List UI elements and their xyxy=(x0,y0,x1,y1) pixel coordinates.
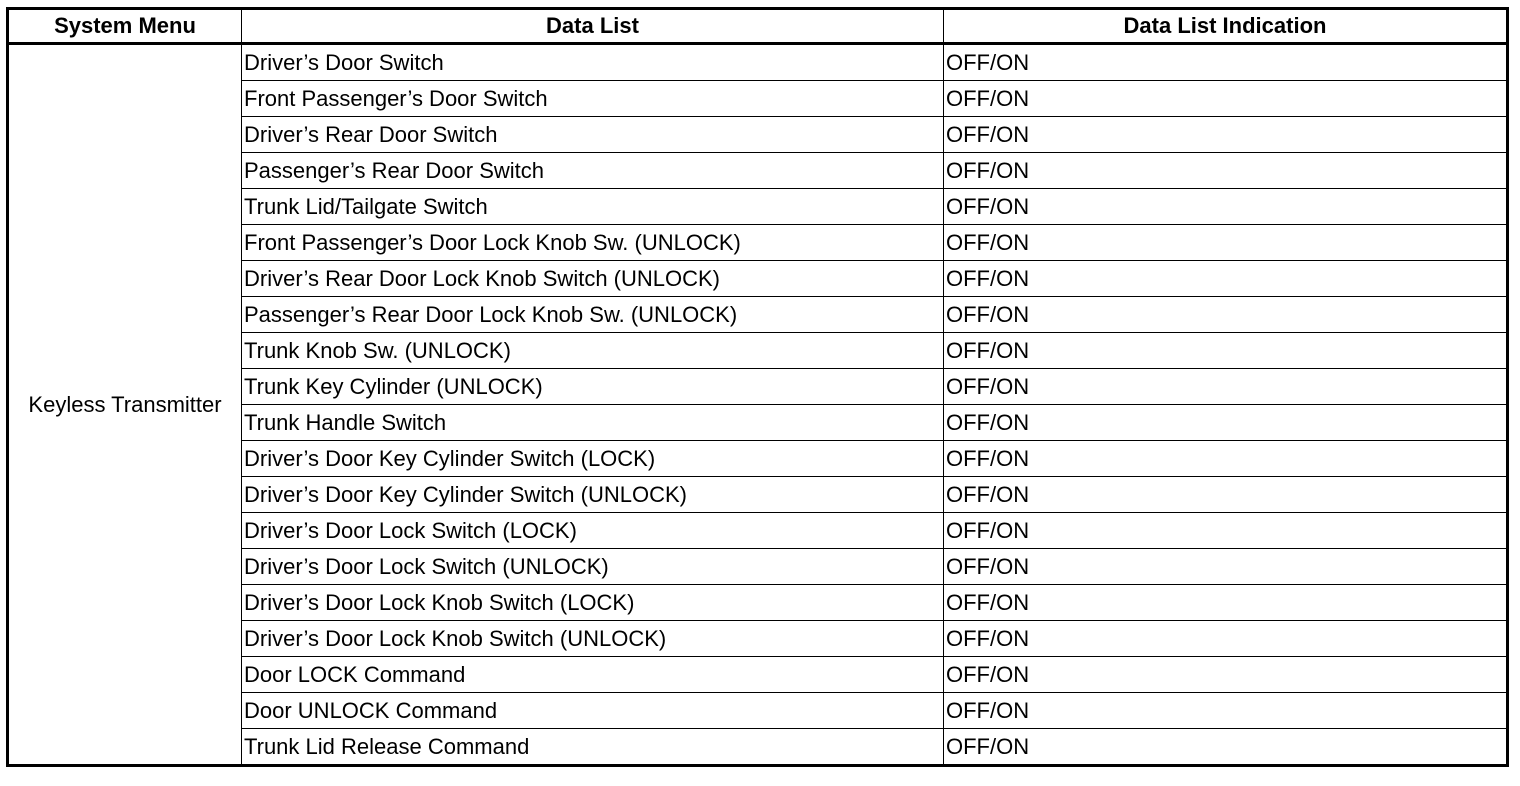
data-list-cell: Door UNLOCK Command xyxy=(242,693,944,729)
data-list-indication-cell: OFF/ON xyxy=(944,549,1508,585)
data-list-indication-cell: OFF/ON xyxy=(944,297,1508,333)
data-list-indication-cell: OFF/ON xyxy=(944,441,1508,477)
data-list-cell: Door LOCK Command xyxy=(242,657,944,693)
data-list-cell: Front Passenger’s Door Switch xyxy=(242,81,944,117)
data-list-indication-cell: OFF/ON xyxy=(944,477,1508,513)
header-system-menu: System Menu xyxy=(8,9,242,44)
data-list-cell: Trunk Lid Release Command xyxy=(242,729,944,766)
data-list-cell: Driver’s Door Lock Knob Switch (LOCK) xyxy=(242,585,944,621)
data-list-indication-cell: OFF/ON xyxy=(944,333,1508,369)
data-list-cell: Driver’s Door Key Cylinder Switch (UNLOCK) xyxy=(242,477,944,513)
data-list-indication-cell: OFF/ON xyxy=(944,153,1508,189)
data-list-cell: Trunk Handle Switch xyxy=(242,405,944,441)
data-list-cell: Trunk Lid/Tailgate Switch xyxy=(242,189,944,225)
data-list-cell: Driver’s Door Lock Knob Switch (UNLOCK) xyxy=(242,621,944,657)
data-list-indication-cell: OFF/ON xyxy=(944,225,1508,261)
data-list-indication-cell: OFF/ON xyxy=(944,81,1508,117)
header-data-list-indication: Data List Indication xyxy=(944,9,1508,44)
data-list-indication-cell: OFF/ON xyxy=(944,405,1508,441)
data-list-cell: Passenger’s Rear Door Lock Knob Sw. (UNLOCK) xyxy=(242,297,944,333)
data-list-indication-cell: OFF/ON xyxy=(944,513,1508,549)
data-list-indication-cell: OFF/ON xyxy=(944,44,1508,81)
data-list-cell: Trunk Knob Sw. (UNLOCK) xyxy=(242,333,944,369)
data-list-indication-cell: OFF/ON xyxy=(944,585,1508,621)
data-list-indication-cell: OFF/ON xyxy=(944,261,1508,297)
data-list-indication-cell: OFF/ON xyxy=(944,729,1508,766)
data-list-indication-cell: OFF/ON xyxy=(944,693,1508,729)
header-row xyxy=(8,9,1508,44)
data-list-indication-cell: OFF/ON xyxy=(944,657,1508,693)
data-list-cell: Passenger’s Rear Door Switch xyxy=(242,153,944,189)
data-list-table xyxy=(6,7,1509,767)
data-list-indication-cell: OFF/ON xyxy=(944,189,1508,225)
table-row xyxy=(8,44,1508,81)
data-list-cell: Driver’s Rear Door Switch xyxy=(242,117,944,153)
data-list-cell: Front Passenger’s Door Lock Knob Sw. (UNLOCK) xyxy=(242,225,944,261)
data-list-cell: Driver’s Door Lock Switch (LOCK) xyxy=(242,513,944,549)
data-list-cell: Trunk Key Cylinder (UNLOCK) xyxy=(242,369,944,405)
system-menu-cell: Keyless Transmitter xyxy=(8,44,242,766)
data-list-indication-cell: OFF/ON xyxy=(944,117,1508,153)
data-list-cell: Driver’s Door Key Cylinder Switch (LOCK) xyxy=(242,441,944,477)
table-body xyxy=(8,44,1508,766)
data-list-cell: Driver’s Door Lock Switch (UNLOCK) xyxy=(242,549,944,585)
data-list-cell: Driver’s Rear Door Lock Knob Switch (UNLOCK) xyxy=(242,261,944,297)
data-list-indication-cell: OFF/ON xyxy=(944,621,1508,657)
data-list-cell: Driver’s Door Switch xyxy=(242,44,944,81)
data-list-indication-cell: OFF/ON xyxy=(944,369,1508,405)
header-data-list: Data List xyxy=(242,9,944,44)
